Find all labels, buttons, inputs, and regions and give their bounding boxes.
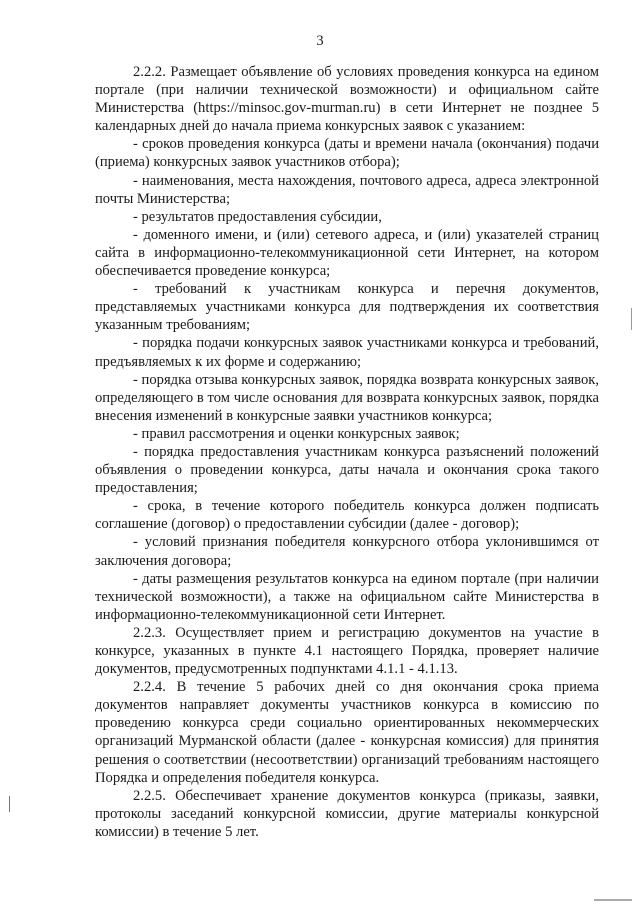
list-item-domain-name: - доменного имени, и (или) сетевого адреса, и (или) указателей страниц сайта в информационно-телекоммуникационной сети Интернет, на котором обеспечивается проведение конкурса; — [95, 226, 599, 280]
list-item-deadlines: - сроков проведения конкурса (даты и времени начала (окончания) подачи (приема) конкурсных заявок участников отбора); — [95, 136, 599, 171]
list-item-subsidy-results: - результатов предоставления субсидии, — [133, 208, 382, 225]
paragraph-2-2-4: 2.2.4. В течение 5 рабочих дней со дня окончания срока приема документов направляет документы участников конкурса в комиссию по проведению конкурса среди социально ориентированных некоммерческих организаций Мурманской области (далее - конкурсная комиссия) для принятия решения о соответствии (несоответствии) организаций требованиям настоящего Порядка и определения победителя конкурса. — [95, 679, 599, 786]
scan-artifact-left — [9, 796, 10, 812]
list-item-withdrawal-procedure: - порядка отзыва конкурсных заявок, порядка возврата конкурсных заявок, определяющего в том числе основания для возврата конкурсных заявок, порядка внесения изменений в конкурсные заявки участников конкурса; — [95, 371, 599, 424]
paragraph-2-2-5: 2.2.5. Обеспечивает хранение документов конкурса (приказы, заявки, протоколы заседаний конкурсной комиссии, другие материалы конкурсной комиссии) в течение 5 лет. — [95, 787, 599, 840]
scan-artifact-bottom — [594, 899, 632, 901]
list-item-participant-requirements: - требований к участникам конкурса и перечня документов, представляемых участниками конкурса для подтверждения их соответствия указанным требованиям; — [95, 281, 599, 334]
list-item-evaluation-rules: - правил рассмотрения и оценки конкурсных заявок; — [133, 425, 460, 442]
paragraph-2-2-3: 2.2.3. Осуществляет прием и регистрацию документов на участие в конкурсе, указанных в пункте 4.1 настоящего Порядка, проверяет наличие документов, предусмотренных подпунктами 4.1.1 - 4.1.13. — [95, 624, 599, 678]
page-number: 3 — [316, 33, 324, 49]
document-body — [95, 63, 599, 841]
list-item-ministry-address: - наименования, места нахождения, почтового адреса, адреса электронной почты Министерства; — [95, 172, 599, 207]
list-item-clarifications: - порядка предоставления участникам конкурса разъяснений положений объявления о проведении конкурса, даты начала и окончания срока такого предоставления; — [95, 443, 599, 497]
paragraph-2-2-2: 2.2.2. Размещает объявление об условиях проведения конкурса на едином портале (при наличии технической возможности) и официальном сайте Министерства (https://minsoc.gov-murman.ru) в сети Интернет не позднее 5 календарных дней до начала приема конкурсных заявок с указанием: — [95, 64, 599, 135]
scan-artifact-right — [631, 308, 632, 330]
list-item-signing-deadline: - срока, в течение которого победитель конкурса должен подписать соглашение (договор) о предоставлении субсидии (далее - договор); — [95, 498, 599, 533]
list-item-evasion-conditions: - условий признания победителя конкурсного отбора уклонившимся от заключения договора; — [95, 534, 599, 569]
list-item-results-publication: - даты размещения результатов конкурса на едином портале (при наличии технической возможности), а также на официальном сайте Министерства в информационно-телекоммуникационной сети Интернет. — [95, 570, 599, 623]
list-item-application-procedure: - порядка подачи конкурсных заявок участниками конкурса и требований, предъявляемых к их форме и содержанию; — [95, 335, 599, 370]
